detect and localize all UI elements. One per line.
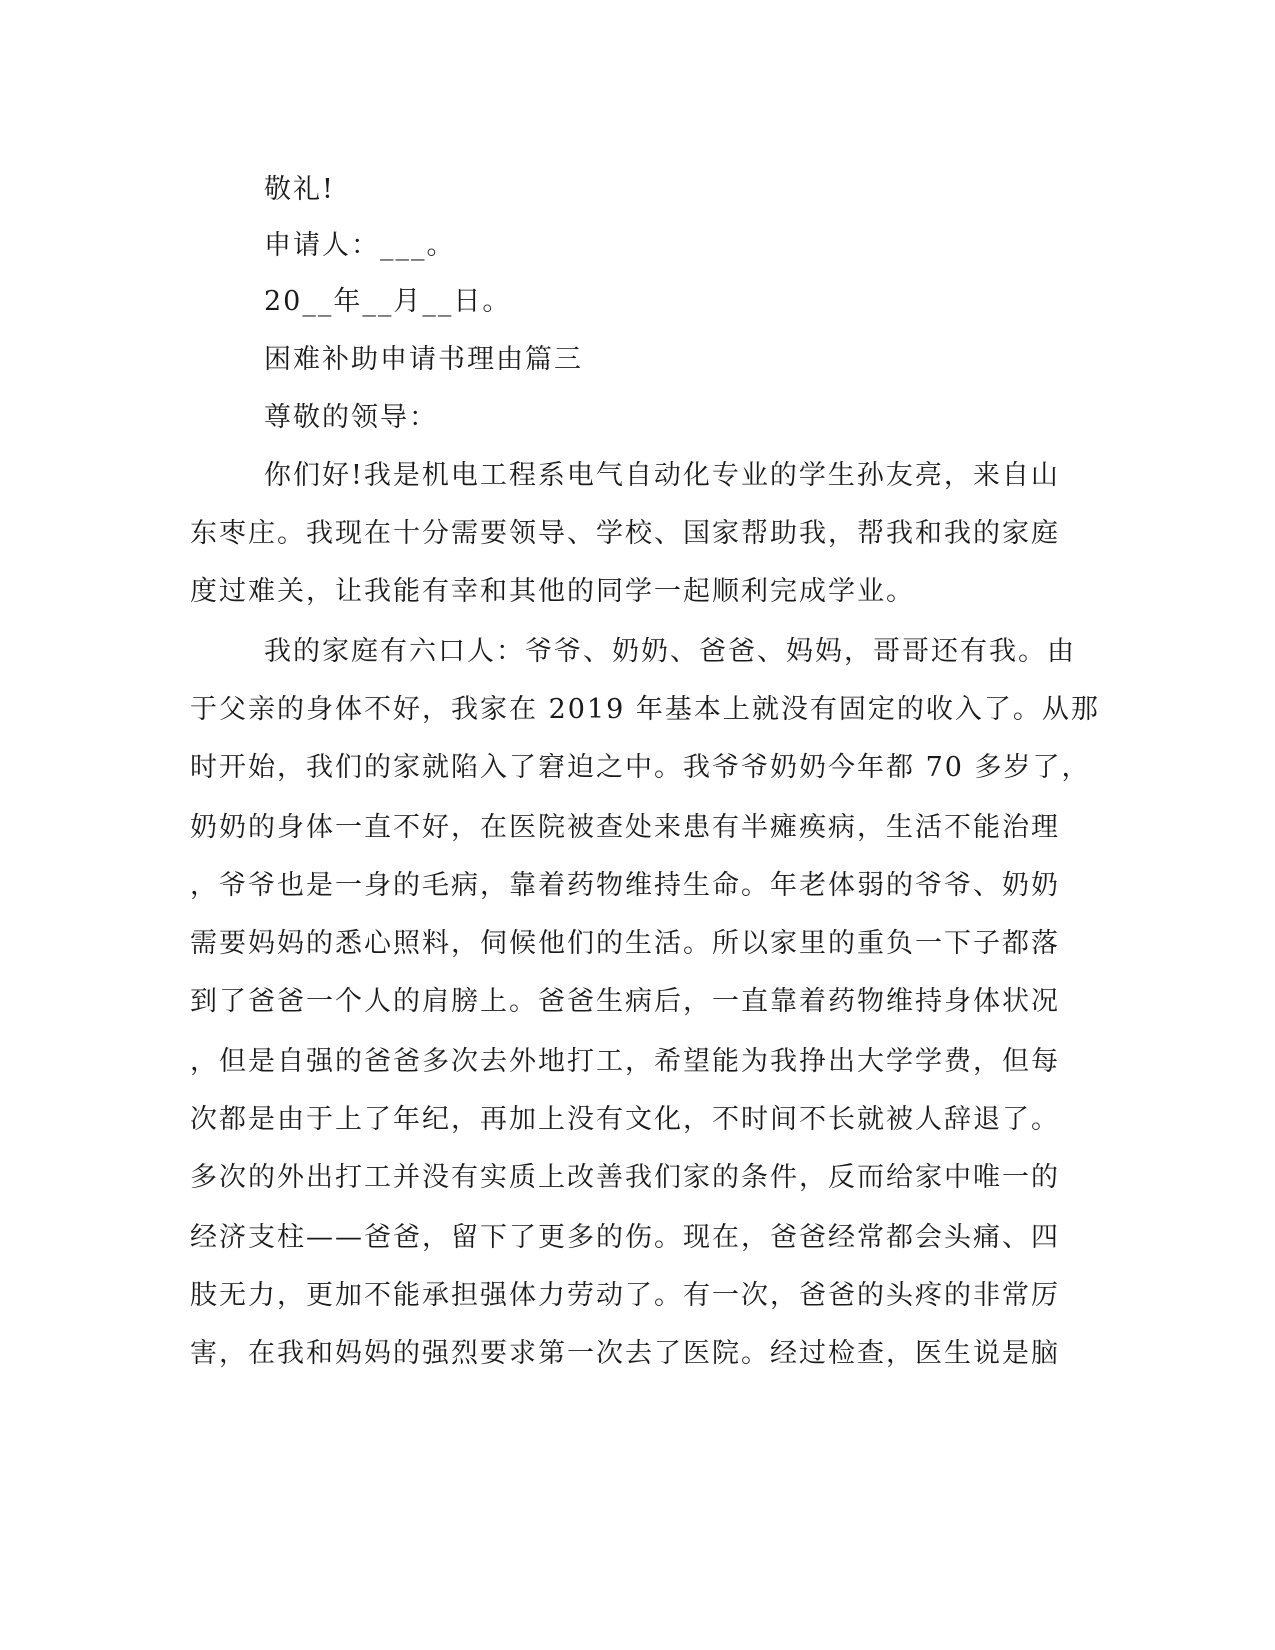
paragraph-line: 肢无力，更加不能承担强体力劳动了。有一次，爸爸的头疼的非常厉	[190, 1280, 1060, 1311]
paragraph-line: 时开始，我们的家就陷入了窘迫之中。我爷爷奶奶今年都 70 多岁了，	[190, 752, 1091, 783]
paragraph-line: 于父亲的身体不好，我家在 2019 年基本上就没有固定的收入了。从那	[190, 694, 1100, 725]
paragraph-line: 奶奶的身体一直不好，在医院被查处来患有半瘫痪病，生活不能治理	[190, 812, 1060, 843]
paragraph-line: 需要妈妈的悉心照料，伺候他们的生活。所以家里的重负一下子都落	[190, 928, 1060, 959]
paragraph-line: 你们好!我是机电工程系电气自动化专业的学生孙友亮，来自山	[264, 460, 1060, 491]
paragraph-line: 多次的外出打工并没有实质上改善我们家的条件，反而给家中唯一的	[190, 1162, 1060, 1193]
paragraph-line: ，爷爷也是一身的毛病，靠着药物维持生命。年老体弱的爷爷、奶奶	[190, 870, 1060, 901]
paragraph-line: 经济支柱——爸爸，留下了更多的伤。现在，爸爸经常都会头痛、四	[190, 1222, 1060, 1253]
applicant-line: 申请人：___。	[264, 230, 456, 261]
date-line: 20__年__月__日。	[264, 286, 512, 317]
paragraph-line: 度过难关，让我能有幸和其他的同学一起顺利完成学业。	[190, 576, 915, 607]
paragraph-line: 我的家庭有六口人：爷爷、奶奶、爸爸、妈妈，哥哥还有我。由	[264, 636, 1076, 667]
greeting-line: 尊敬的领导：	[264, 402, 438, 433]
paragraph-line: 害，在我和妈妈的强烈要求第一次去了医院。经过检查，医生说是脑	[190, 1338, 1060, 1369]
paragraph-line: 到了爸爸一个人的肩膀上。爸爸生病后，一直靠着药物维持身体状况	[190, 986, 1060, 1017]
paragraph-line: 东枣庄。我现在十分需要领导、学校、国家帮助我，帮我和我的家庭	[190, 518, 1060, 549]
paragraph-line: 次都是由于上了年纪，再加上没有文化，不时间不长就被人辞退了。	[190, 1104, 1060, 1135]
paragraph-line: ，但是自强的爸爸多次去外地打工，希望能为我挣出大学学费，但每	[190, 1046, 1060, 1077]
section-title: 困难补助申请书理由篇三	[264, 344, 583, 375]
closing-salutation: 敬礼!	[264, 174, 335, 205]
